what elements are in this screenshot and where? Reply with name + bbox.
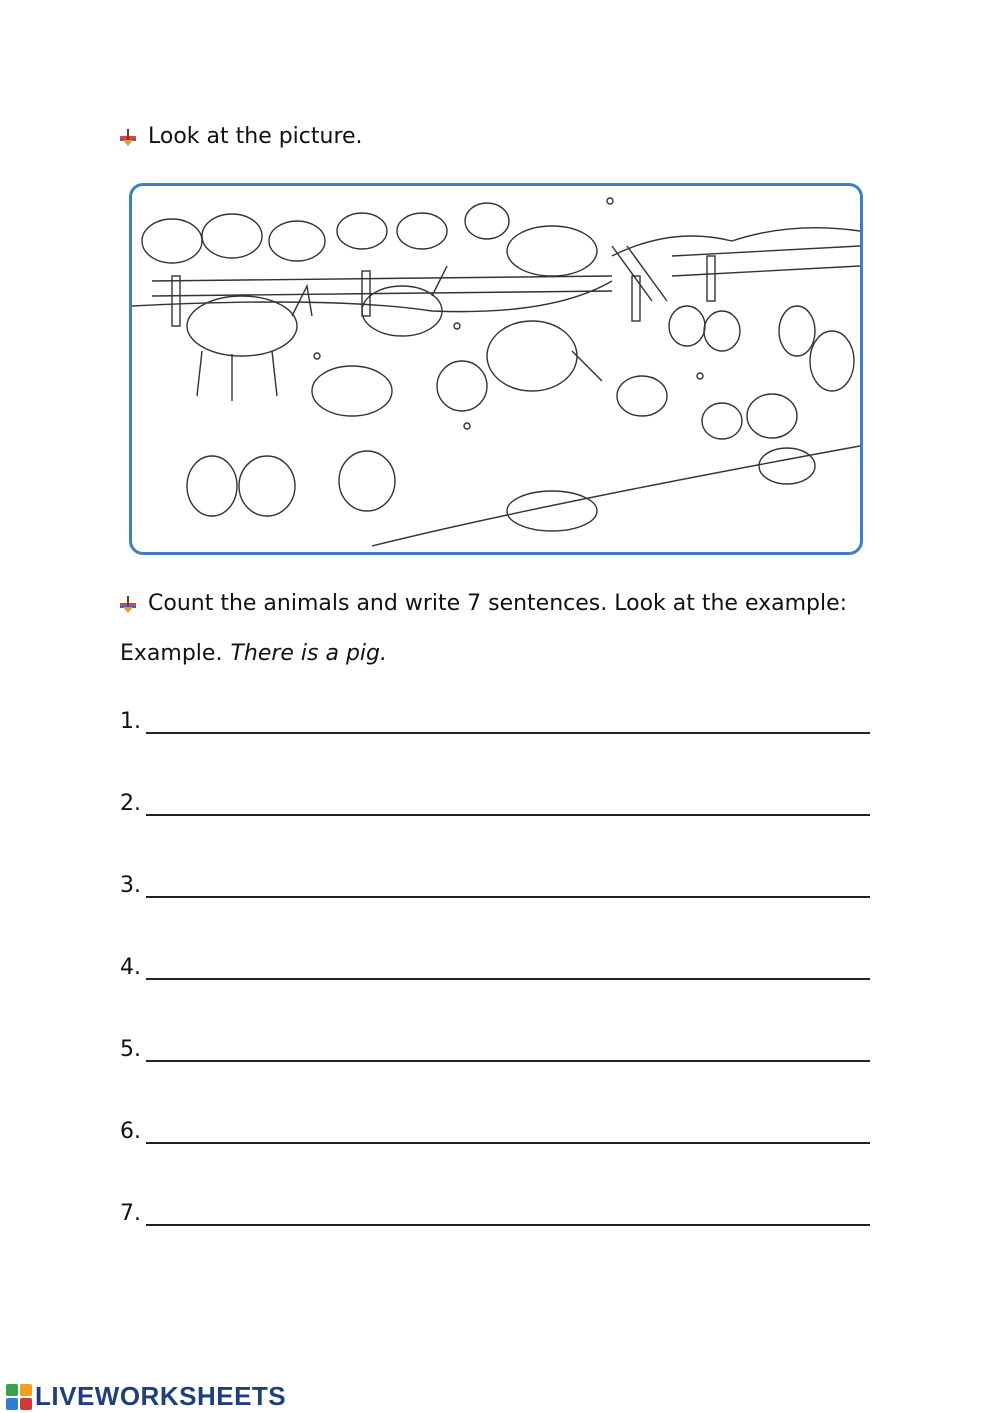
- answer-line-4: [120, 950, 870, 980]
- liveworksheets-logo[interactable]: [6, 1381, 286, 1412]
- example-label: Example.: [120, 641, 223, 666]
- farm-animals-picture: [129, 183, 863, 555]
- answer-input[interactable]: [146, 874, 870, 898]
- answer-line-7: [120, 1196, 870, 1226]
- answer-line-1: [120, 704, 870, 734]
- answer-number: 2.: [120, 791, 141, 816]
- arrow-bullet-icon: [118, 127, 138, 147]
- answer-number: 4.: [120, 955, 141, 980]
- liveworksheets-logo-icon: [6, 1384, 32, 1410]
- answer-input[interactable]: [146, 1120, 870, 1144]
- answer-input[interactable]: [146, 956, 870, 980]
- answer-line-2: [120, 786, 870, 816]
- answer-number: 7.: [120, 1201, 141, 1226]
- instruction-text: Count the animals and write 7 sentences. Look at the example:: [148, 591, 848, 616]
- answer-input[interactable]: [146, 710, 870, 734]
- answer-input[interactable]: [146, 1038, 870, 1062]
- answer-number: 5.: [120, 1037, 141, 1062]
- answer-input[interactable]: [146, 1202, 870, 1226]
- arrow-bullet-icon: [118, 594, 138, 614]
- instruction-count-animals: [118, 591, 847, 616]
- answer-line-6: [120, 1114, 870, 1144]
- answer-number: 3.: [120, 873, 141, 898]
- answer-input[interactable]: [146, 792, 870, 816]
- example-sentence: [120, 641, 387, 666]
- instruction-look-at-picture: [118, 124, 363, 149]
- example-text: There is a pig.: [230, 641, 388, 666]
- instruction-text: Look at the picture.: [148, 124, 363, 149]
- answer-number: 1.: [120, 709, 141, 734]
- answer-number: 6.: [120, 1119, 141, 1144]
- brand-name: LIVEWORKSHEETS: [35, 1381, 287, 1411]
- answer-line-5: [120, 1032, 870, 1062]
- answer-line-3: [120, 868, 870, 898]
